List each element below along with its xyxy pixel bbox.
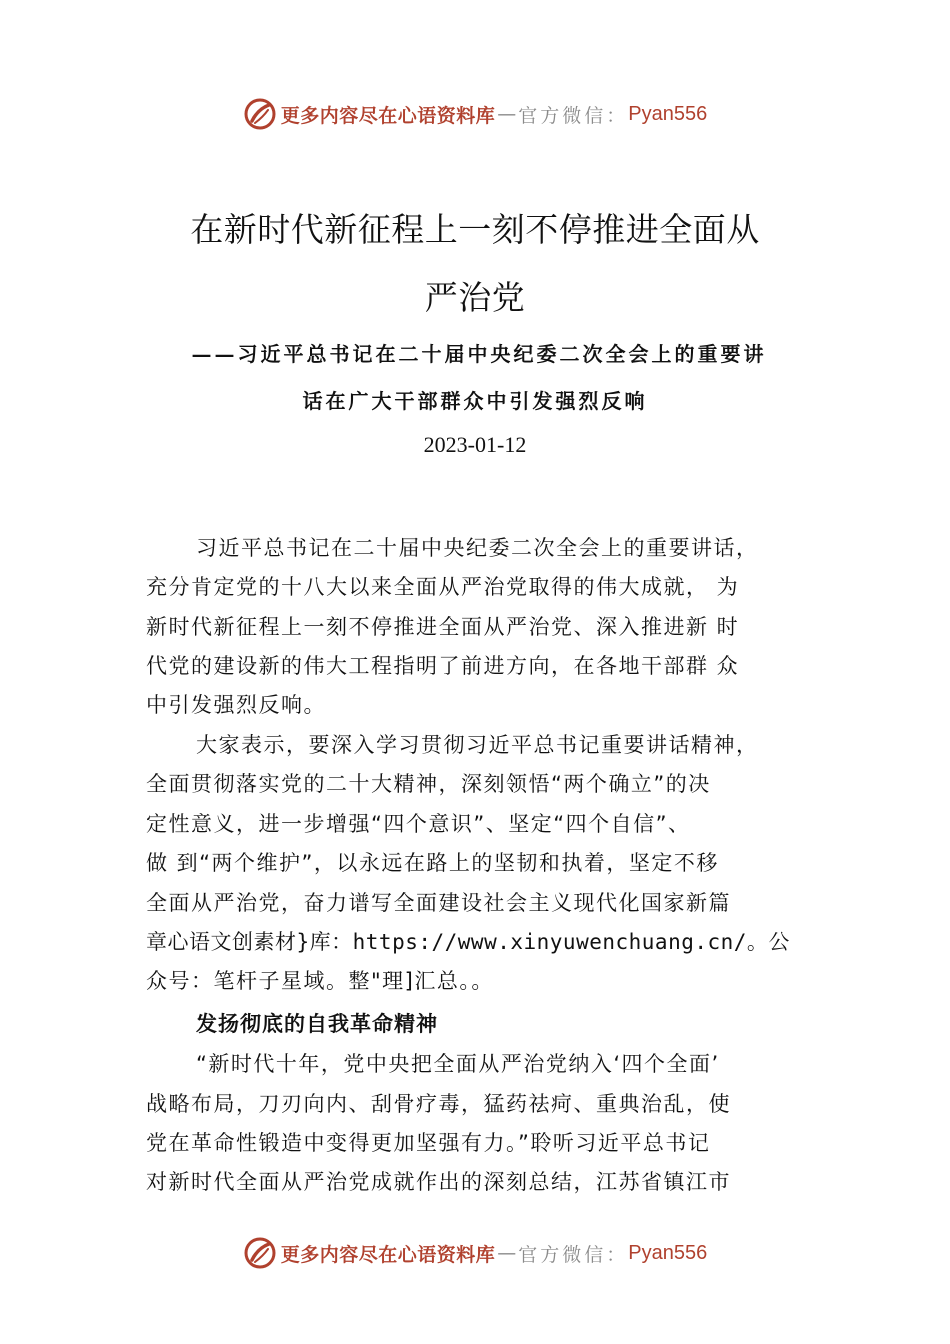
subtitle-line-1: ——习近平总书记在二十届中央纪委二次全会上的重要讲	[191, 342, 767, 366]
brush-stroke-logo-icon	[243, 1236, 277, 1270]
paragraph-1-line: 中引发强烈反响。	[146, 693, 326, 717]
paragraph-3-line: “新时代十年，党中央把全面从严治党纳入‘四个全面’	[196, 1052, 720, 1076]
banner-wechat-id: Pyan556	[628, 102, 708, 125]
paragraph-1-line: 新时代新征程上一刻不停推进全面从严治党、深入推进新 时	[146, 615, 740, 639]
section-heading: 发扬彻底的自我革命精神	[196, 1012, 438, 1036]
banner-wechat-id: Pyan556	[628, 1241, 708, 1264]
page-title-line-1: 在新时代新征程上一刻不停推进全面从	[190, 210, 760, 249]
subtitle-line-2: 话在广大干部群众中引发强烈反响	[302, 389, 648, 413]
banner-separator: —	[497, 1242, 517, 1264]
brush-stroke-logo-icon	[243, 97, 277, 131]
paragraph-2-line: 章心语文创素材}库：https://www.xinyuwenchuang.cn/。公	[146, 930, 790, 954]
paragraph-3-line: 党在革命性锻造中变得更加坚强有力。”聆听习近平总书记	[146, 1131, 711, 1155]
header-banner	[0, 94, 950, 134]
banner-separator: —	[497, 103, 517, 125]
footer-banner	[0, 1233, 950, 1273]
paragraph-2-line: 定性意义，进一步增强“四个意识”、坚定“四个自信”、	[146, 812, 691, 836]
banner-brand-text: 更多内容尽在心语资料库	[280, 104, 496, 127]
banner-wechat-label: 官方微信：	[518, 104, 629, 127]
page-title-line-2: 严治党	[424, 278, 526, 317]
paragraph-2-line: 大家表示，要深入学习贯彻习近平总书记重要讲话精神，	[196, 733, 759, 757]
paragraph-2-line: 做 到“两个维护”，以永远在路上的坚韧和执着，坚定不移	[146, 851, 719, 875]
paragraph-2-line: 全面贯彻落实党的二十大精神，深刻领悟“两个确立”的决	[146, 772, 711, 796]
paragraph-3-line: 战略布局，刀刃向内、刮骨疗毒，猛药祛疴、重典治乱，使	[146, 1092, 731, 1116]
publish-date: 2023-01-12	[423, 432, 527, 457]
paragraph-1-line: 充分肯定党的十八大以来全面从严治党取得的伟大成就， 为	[146, 575, 740, 599]
banner-wechat-label: 官方微信：	[518, 1243, 629, 1266]
paragraph-1-line: 习近平总书记在二十届中央纪委二次全会上的重要讲话，	[196, 536, 759, 560]
paragraph-3-line: 对新时代全面从严治党成就作出的深刻总结，江苏省镇江市	[146, 1170, 731, 1194]
paragraph-1-line: 代党的建设新的伟大工程指明了前进方向，在各地干部群 众	[146, 654, 740, 678]
banner-brand-text: 更多内容尽在心语资料库	[280, 1243, 496, 1266]
paragraph-2-line: 全面从严治党，奋力谱写全面建设社会主义现代化国家新篇	[146, 891, 731, 915]
paragraph-2-line: 众号：笔杆子星域。整"理]汇总。。	[146, 969, 494, 993]
